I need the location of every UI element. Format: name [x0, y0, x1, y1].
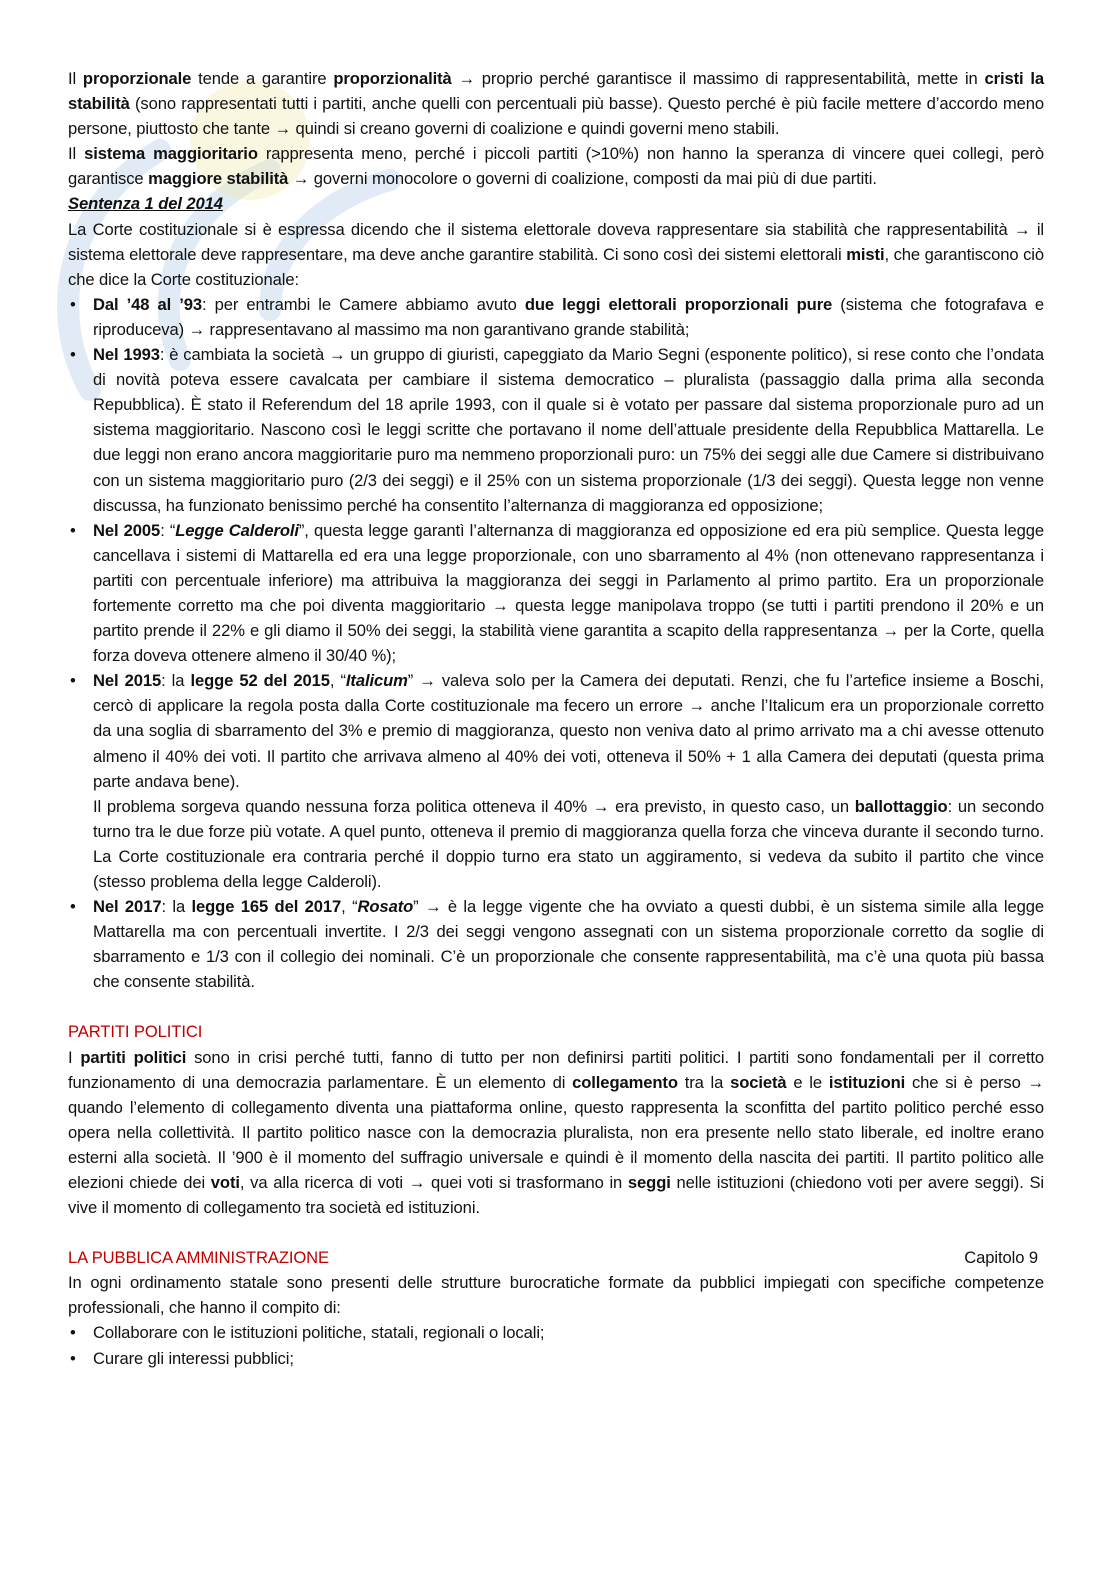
electoral-history-list — [68, 292, 1044, 995]
list-item-text: • Curare gli interessi pubblici; — [93, 1348, 294, 1368]
section-title-partiti: PARTITI POLITICI — [68, 1022, 203, 1042]
list-item — [93, 1320, 1044, 1345]
list-item — [93, 518, 1044, 669]
subheading-sentenza: Sentenza 1 del 2014 — [68, 194, 223, 214]
list-item-continuation: Il problema sorgeva quando nessuna forza politica otteneva il 40% → era previsto, in questo caso, un ballottaggio: un secondo turno tra le due forze più votate. A quel punto, otteneva il premio di maggioranza quella forza che vinceva durante il secondo turno. La Corte costituzionale era contraria perché il doppio turno era stato un aggiramento, si vedeva da subito il partito che vince (stesso problema della legge Calderoli). — [93, 796, 1044, 891]
list-item-text: • Nel 1993: è cambiata la società → un gruppo di giuristi, capeggiato da Mario Segni (esponente politico), si rese conto che l’ondata di novità poteva essere cavalcata per cambiare il sistema democratico – pluralista (passaggio dalla prima alla seconda Repubblica). È stato il Referendum del 18 aprile 1993, con il quale si è votato per passare dal sistema proporzionale puro ad un sistema maggioritario. Nascono così le leggi scritte che portavano il nome dell’attuale presidente della Repubblica Mattarella. Le due leggi non erano ancora maggioritarie puro ma nemmeno proporzionali puro: un 75% dei seggi alle due Camere si distribuivano con un sistema maggioritario puro (2/3 dei seggi) e il 25% con un sistema proporzionale (1/3 dei seggi). Questa legge non venne discussa, ha funzionato benissimo perché ha consentito l’alternanza di maggioranza ed opposizione; — [93, 345, 1044, 515]
pa-tasks-list — [68, 1320, 1044, 1370]
list-item-text: • Collaborare con le istituzioni politiche, statali, regionali o locali; — [93, 1323, 545, 1343]
list-item-text: • Nel 2005: “Legge Calderoli”, questa legge garantì l’alternanza di maggioranza ed opposizione ed era più semplice. Questa legge cancellava i sistemi di Mattarella ed era una legge proporzionale, con uno sbarramento al 4% (non ottenevano rappresentanza i partiti con percentuale inferiore) ma attribuiva la maggioranza dei seggi in Parlamento al primo partito. Era un proporzionale fortemente corretto ma che poi diventa maggioritario → questa legge manipolava troppo (se tutti i partiti prendono il 20% e un partito prende il 22% e gli diamo il 50% dei seggi, la stabilità viene garantita a scapito della rappresentanza → per la Corte, quella forza doveva ottenere almeno il 30/40 %); — [93, 520, 1044, 666]
section-header-pa — [68, 1245, 1044, 1270]
list-item — [93, 1346, 1044, 1371]
list-item — [93, 342, 1044, 518]
section-title-pa: LA PUBBLICA AMMINISTRAZIONE — [68, 1248, 330, 1268]
list-item — [93, 894, 1044, 994]
paragraph-partiti: I partiti politici sono in crisi perché tutti, fanno di tutto per non definirsi partiti politici. I partiti sono fondamentali per il corretto funzionamento di una democrazia parlamentare. È un elemento di collegamento tra la società e le istituzioni che si è perso → quando l’elemento di collegamento diventa una piattaforma online, questo rappresenta la sconfitta del partito politico perché esso opera nella collettività. Il partito politico nasce con la democrazia pluralista, non era presente nello stato liberale, ed inoltre erano esterni alla società. Il ’900 è il momento del suffragio universale e quindi è il momento della nascita dei partiti. Il partito politico alle elezioni chiede dei voti, va alla ricerca di voti → quei voti si trasformano in seggi nelle istituzioni (chiedono voti per avere seggi). Si vive il momento di collegamento tra società ed istituzioni. — [68, 1047, 1045, 1218]
paragraph-corte: La Corte costituzionale si è espressa dicendo che il sistema elettorale doveva rappresentare sia stabilità che rappresentabilità → il sistema elettorale deve rappresentare, ma deve anche garantire stabilità. Ci sono così dei sistemi elettorali misti, che garantiscono ciò che dice la Corte costituzionale: — [68, 219, 1045, 289]
document-page — [68, 66, 1044, 1371]
list-item — [93, 292, 1044, 342]
paragraph-maggioritario: Il sistema maggioritario rappresenta meno, perché i piccoli partiti (>10%) non hanno la speranza di vincere quei collegi, però garantisce maggiore stabilità → governi monocolore o governi di coalizione, composti da mai più di due partiti. — [68, 144, 1044, 189]
list-item-text: • Nel 2015: la legge 52 del 2015, “Italicum” → valeva solo per la Camera dei deputati. Renzi, che fu l’artefice insieme a Boschi, cercò di applicare la regola posta dalla Corte costituzionale ma fecero un errore → anche l’Italicum era un proporzionale corretto da una soglia di sbarramento del 3% e premio di maggioranza, questo non veniva dato al primo arrivato ma a chi avesse ottenuto almeno il 40% dei voti. Il partito che arrivava almeno al 40% dei voti, otteneva il 50% + 1 alla Camera dei deputati (questa prima parte andava bene). — [93, 671, 1044, 791]
paragraph-proporzionale: Il proporzionale tende a garantire proporzionalità → proprio perché garantisce il massimo di rappresentabilità, mette in cristi la stabilità (sono rappresentati tutti i partiti, anche quelli con percentuali più basse). Questo perché è più facile mettere d’accordo meno persone, piuttosto che tante → quindi si creano governi di coalizione e quindi governi meno stabili. — [68, 69, 1044, 139]
list-item — [93, 668, 1044, 894]
chapter-label: Capitolo 9 — [964, 1248, 1038, 1268]
list-item-text: • Nel 2017: la legge 165 del 2017, “Rosato” → è la legge vigente che ha ovviato a questi dubbi, è un sistema simile alla legge Mattarella ma con percentuali invertite. I 2/3 dei seggi vengono assegnati con un sistema proporzionale corretto da soglie di sbarramento e 1/3 con il collegio dei nominali. C’è un proporzionale che consente rappresentabilità, ma c’è una quota più bassa che consente stabilità. — [93, 897, 1044, 992]
paragraph-pa: In ogni ordinamento statale sono presenti delle strutture burocratiche formate da pubblici impiegati con specifiche competenze professionali, che hanno il compito di: — [68, 1273, 1044, 1318]
list-item-text: • Dal ’48 al ’93: per entrambi le Camere abbiamo avuto due leggi elettorali proporzionali pure (sistema che fotografava e riproduceva) → rappresentavano al massimo ma non garantivano grande stabilità; — [93, 294, 1044, 339]
